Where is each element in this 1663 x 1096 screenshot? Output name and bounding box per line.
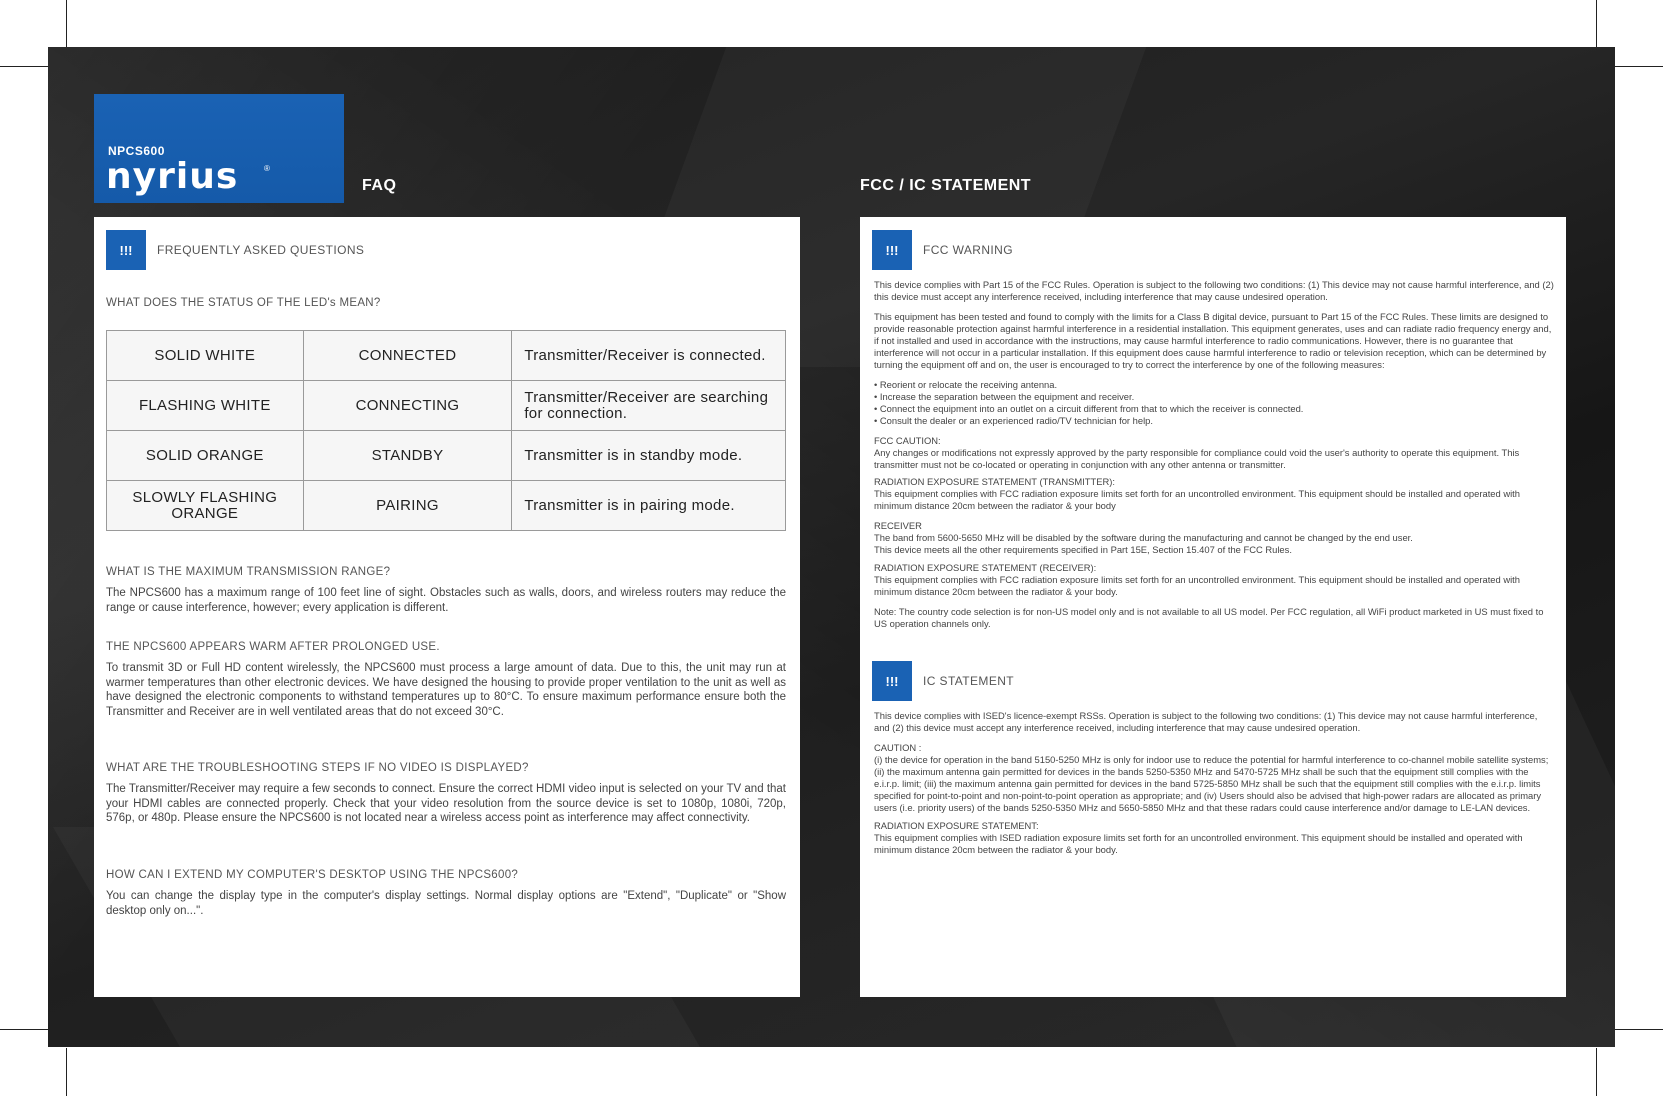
fcc-text — [874, 279, 1554, 630]
fcc-paragraph: The band from 5600-5650 MHz will be disabled by the software during the manufacturing and cannot be changed by the end user. — [874, 532, 1413, 543]
led-state: PAIRING — [303, 481, 512, 531]
list-item: • Connect the equipment into an outlet on a circuit different from that to which the receiver is connected. — [874, 403, 1304, 414]
ic-subheading: CAUTION : — [874, 742, 922, 753]
led-description: Transmitter/Receiver are searching for connection. — [512, 381, 786, 431]
fcc-subheading: RADIATION EXPOSURE STATEMENT (TRANSMITTER): — [874, 476, 1115, 487]
faq-answer: The NPCS600 has a maximum range of 100 feet line of sight. Obstacles such as walls, doors, and wireless routers may reduce the range or cause interference, however; every application is different. — [106, 587, 786, 614]
crop-mark — [0, 1029, 48, 1030]
crop-mark — [66, 1048, 67, 1096]
list-item: • Consult the dealer or an experienced radio/TV technician for help. — [874, 415, 1153, 426]
crop-mark — [1615, 1029, 1663, 1030]
led-status-table — [106, 330, 786, 531]
fcc-paragraph: This device complies with Part 15 of the FCC Rules. Operation is subject to the following two conditions: (1) This device may not cause harmful interference, and (2) this device must accept any interference received, including interference that may cause undesired operation. — [874, 279, 1554, 302]
faq-answer: The Transmitter/Receiver may require a few seconds to connect. Ensure the correct HDMI video input is selected on your TV and that your HDMI cables are connected properly. Check that your video resolution from the source device is set to 1080p, 1080i, 720p, 576p, or 480p. Please ensure the NPCS600 is not located near a wireless access point as interference may affect connectivity. — [106, 783, 786, 824]
list-item: • Increase the separation between the equipment and receiver. — [874, 391, 1135, 402]
fcc-subheading: RECEIVER — [874, 520, 922, 531]
fcc-ic-panel — [860, 217, 1566, 997]
led-state: CONNECTING — [303, 381, 512, 431]
fcc-paragraph: Any changes or modifications not expressly approved by the party responsible for compliance could void the user's authority to operate this equipment. This transmitter must not be co-located or operating in conjunction with any other antenna or transmitter. — [874, 447, 1520, 470]
fcc-measures — [874, 379, 1554, 427]
faq-answer: You can change the display type in the computer's display settings. Normal display options are "Extend", "Duplicate" or "Show desktop only on...". — [106, 890, 786, 917]
faq-panel — [94, 217, 800, 997]
alert-badge-icon: !!! — [106, 230, 146, 270]
ic-paragraph: (i) the device for operation in the band 5150-5250 MHz is only for indoor use to reduce the potential for harmful interference to co-channel mobile satellite systems; (ii) the maximum antenna gain permitted for devices in the bands 5250-5350 MHz and 5470-5725 MHz shall be such that the equipment still complies with the e.i.r.p. limit; (iii) the maximum antenna gain permitted for devices in the band 5725-5850 MHz shall be such that the equipment still complies with the e.i.r.p. limits specified for point-to-point and non-point-to-point operation as appropriate; and (iv) Users should also be advised that high-power radars are allocated as primary users (i.e. priority users) of the bands 5250-5350 MHz and 5650-5850 MHz and that these radars could cause interference and/or damage to LE-LAN devices. — [874, 754, 1549, 813]
table-row — [107, 381, 786, 431]
logo-brand: nyrius — [106, 156, 239, 197]
crop-mark — [0, 66, 48, 67]
faq-question: WHAT IS THE MAXIMUM TRANSMISSION RANGE? — [106, 566, 391, 578]
faq-answer: To transmit 3D or Full HD content wirelessly, the NPCS600 must process a large amount of data. Due to this, the unit may run at warmer temperatures than other electronic devices. We have designed the housing to provide proper ventilation to the unit as well as have designed the electronic components to withstand temperatures up to 80°C. To ensure maximum performance ensure both the Transmitter and Receiver are in well ventilated areas that do not exceed 30°C. — [106, 662, 786, 718]
led-state: CONNECTED — [303, 331, 512, 381]
alert-badge-icon: !!! — [872, 230, 912, 270]
led-color: FLASHING WHITE — [107, 381, 304, 431]
led-color: SLOWLY FLASHING ORANGE — [107, 481, 304, 531]
table-row — [107, 331, 786, 381]
fcc-header — [872, 230, 1013, 270]
faq-question: WHAT ARE THE TROUBLESHOOTING STEPS IF NO VIDEO IS DISPLAYED? — [106, 762, 529, 774]
faq-question: HOW CAN I EXTEND MY COMPUTER'S DESKTOP USING THE NPCS600? — [106, 869, 519, 881]
brand-logo — [94, 94, 344, 203]
ic-header — [872, 661, 1014, 701]
faq-header-label: FREQUENTLY ASKED QUESTIONS — [157, 243, 365, 257]
ic-text — [874, 710, 1554, 856]
crop-mark — [1615, 66, 1663, 67]
fcc-paragraph: This equipment has been tested and found to comply with the limits for a Class B digital device, pursuant to Part 15 of the FCC Rules. These limits are designed to provide reasonable protection against harmful interference in a residential installation. This equipment generates, uses and can radiate radio frequency energy and, if not installed and used in accordance with the instructions, may cause harmful interference to radio communications. However, there is no guarantee that interference will not occur in a particular installation. If this equipment does cause harmful interference to radio or television reception, which can be determined by turning the equipment off and on, the user is encouraged to try to correct the interference by one of the following measures: — [874, 311, 1552, 370]
fcc-paragraph: This equipment complies with FCC radiation exposure limits set forth for an uncontrolled environment. This equipment should be installed and operated with minimum distance 20cm between the radiator & your body. — [874, 574, 1521, 597]
ic-paragraph: This device complies with ISED's licence-exempt RSSs. Operation is subject to the following two conditions: (1) This device may not cause harmful interference, and (2) this device must accept any interference received, including interference that may cause undesired operation. — [874, 710, 1538, 733]
alert-badge-icon: !!! — [872, 661, 912, 701]
faq-header — [106, 230, 364, 270]
led-color: SOLID WHITE — [107, 331, 304, 381]
fcc-note: Note: The country code selection is for non-US model only and is not available to all US model. Per FCC regulation, all WiFi product marketed in US must fixed to US operation channels only. — [874, 606, 1544, 629]
ic-subheading: RADIATION EXPOSURE STATEMENT: — [874, 820, 1039, 831]
fcc-paragraph: This equipment complies with FCC radiation exposure limits set forth for an uncontrolled environment. This equipment should be installed and operated with minimum distance 20cm between the radiator & your body — [874, 488, 1521, 511]
list-item: • Reorient or relocate the receiving antenna. — [874, 379, 1058, 390]
led-description: Transmitter is in pairing mode. — [512, 481, 786, 531]
faq-question: THE NPCS600 APPEARS WARM AFTER PROLONGED USE. — [106, 641, 440, 653]
led-description: Transmitter/Receiver is connected. — [512, 331, 786, 381]
led-color: SOLID ORANGE — [107, 431, 304, 481]
faq-question: WHAT DOES THE STATUS OF THE LED's MEAN? — [106, 297, 381, 309]
manual-spread — [48, 47, 1615, 1047]
crop-mark — [66, 0, 67, 48]
ic-paragraph: This equipment complies with ISED radiation exposure limits set forth for an uncontrolled environment. This equipment should be installed and operated with minimum distance 20cm between the radiator & your body. — [874, 832, 1523, 855]
fcc-ic-title: FCC / IC STATEMENT — [860, 177, 1032, 194]
logo-reg: ® — [264, 164, 270, 173]
led-description: Transmitter is in standby mode. — [512, 431, 786, 481]
crop-mark — [1596, 1048, 1597, 1096]
fcc-subheading: FCC CAUTION: — [874, 435, 941, 446]
crop-mark — [1596, 0, 1597, 48]
faq-title: FAQ — [362, 177, 397, 194]
fcc-header-label: FCC WARNING — [923, 243, 1013, 257]
led-state: STANDBY — [303, 431, 512, 481]
fcc-subheading: RADIATION EXPOSURE STATEMENT (RECEIVER): — [874, 562, 1097, 573]
table-row — [107, 431, 786, 481]
fcc-paragraph: This device meets all the other requirements specified in Part 15E, Section 15.407 of the FCC Rules. — [874, 544, 1292, 555]
table-row — [107, 481, 786, 531]
ic-header-label: IC STATEMENT — [923, 674, 1015, 688]
logo-model: NPCS600 — [108, 144, 165, 158]
